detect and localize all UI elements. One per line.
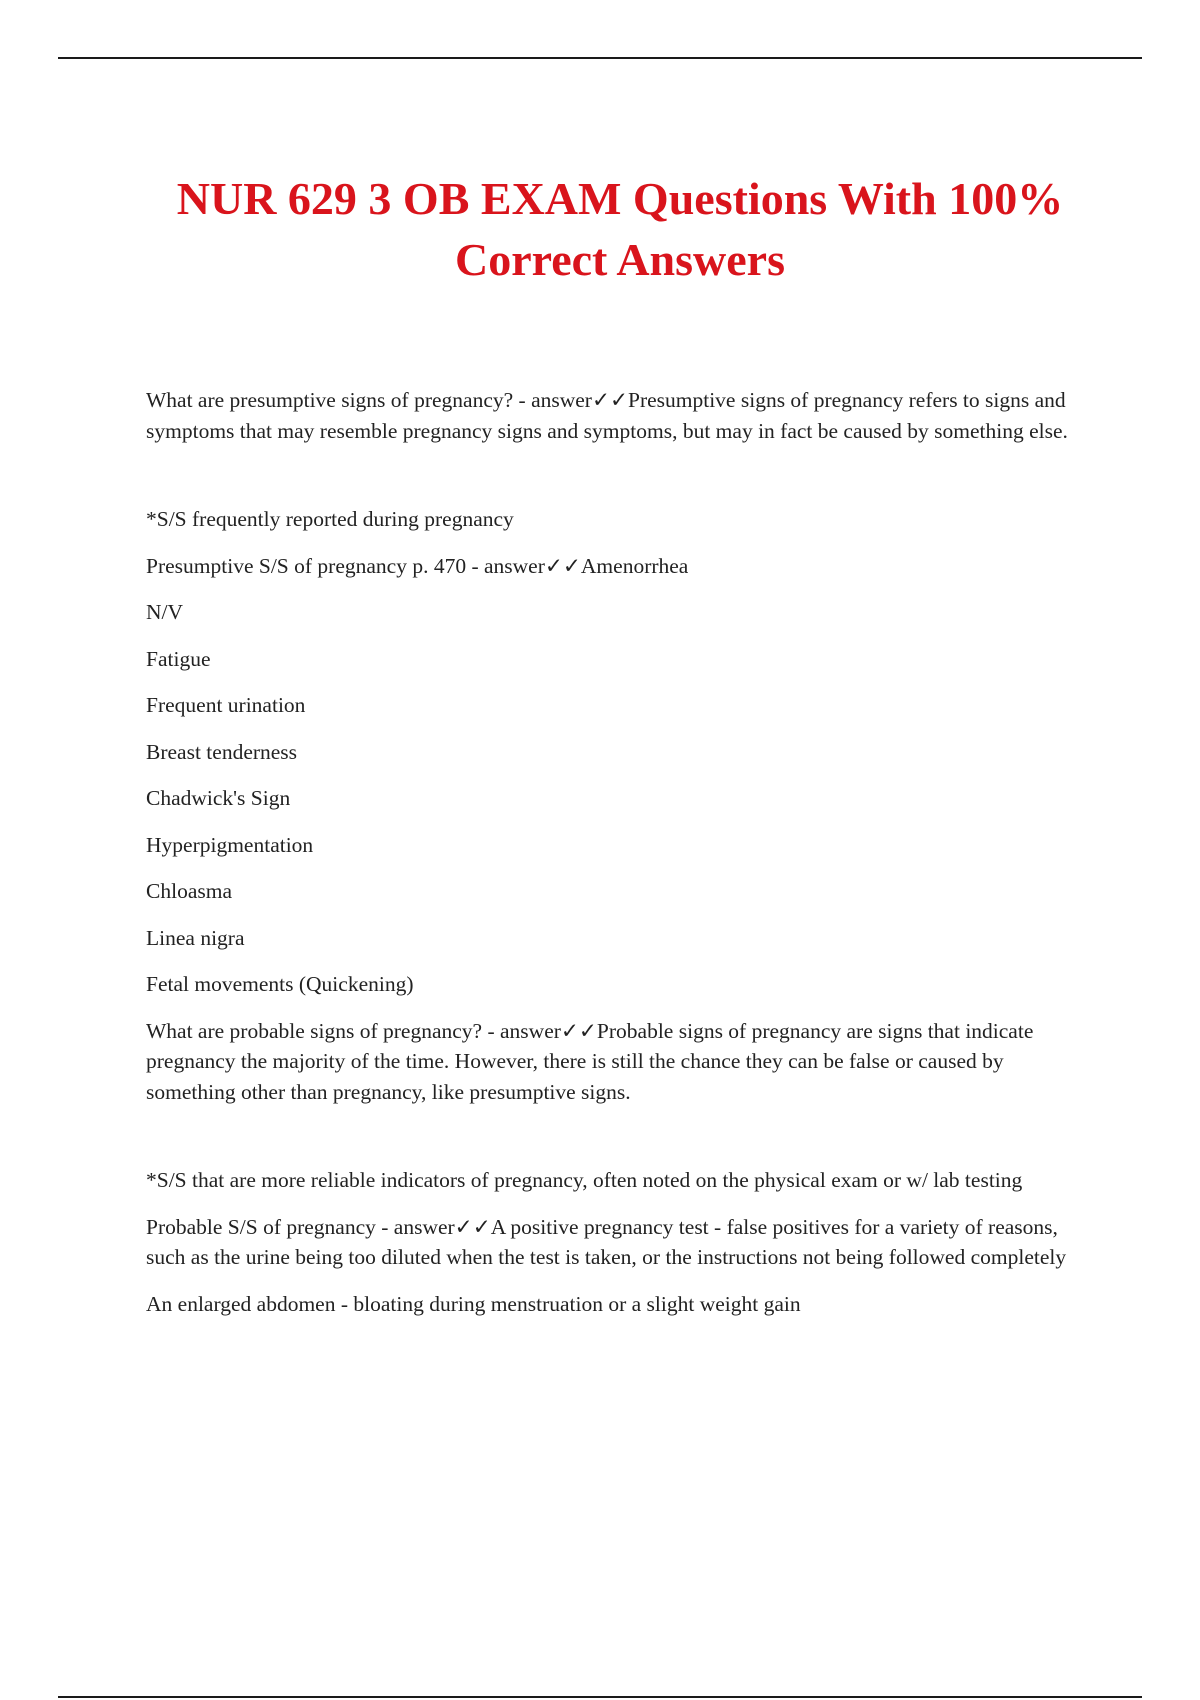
list-item: Chadwick's Sign xyxy=(146,786,291,810)
top-rule xyxy=(58,57,1142,59)
list-item: Fetal movements (Quickening) xyxy=(146,972,414,996)
list-item: Fatigue xyxy=(146,646,211,671)
document-title: NUR 629 3 OB EXAM Questions With 100% Correct Answers xyxy=(176,173,1064,285)
list-item: Frequent urination xyxy=(146,693,306,717)
paragraph-probable-note: *S/S that are more reliable indicators of pregnancy, often noted on the physical exam or w/ lab testing xyxy=(146,1168,1023,1192)
paragraph-presumptive-definition: What are presumptive signs of pregnancy? - answer✓✓Presumptive signs of pregnancy refers to signs and symptoms that may resemble pregnancy signs and symptoms, but may in fact be caused by something else. xyxy=(146,388,1068,443)
list-item: Linea nigra xyxy=(146,925,245,950)
paragraph-presumptive-list-start: Presumptive S/S of pregnancy p. 470 - answer✓✓Amenorrhea xyxy=(146,553,689,578)
document-body xyxy=(146,385,1096,1319)
list-item: An enlarged abdomen - bloating during menstruation or a slight weight gain xyxy=(146,1291,801,1316)
list-item: N/V xyxy=(146,600,184,624)
bottom-rule xyxy=(58,1696,1142,1698)
paragraph-probable-definition: What are probable signs of pregnancy? - answer✓✓Probable signs of pregnancy are signs that indicate pregnancy the majority of the time. However, there is still the chance they can be false or caused by something other than pregnancy, like presumptive signs. xyxy=(146,1018,1034,1104)
paragraph-probable-list-start: Probable S/S of pregnancy - answer✓✓A positive pregnancy test - false positives for a variety of reasons, such as the urine being too diluted when the test is taken, or the instructions not being followed completely xyxy=(146,1214,1067,1269)
list-item: Chloasma xyxy=(146,879,232,903)
paragraph-presumptive-note: *S/S frequently reported during pregnancy xyxy=(146,507,514,531)
list-item: Breast tenderness xyxy=(146,739,298,764)
list-item: Hyperpigmentation xyxy=(146,832,314,857)
